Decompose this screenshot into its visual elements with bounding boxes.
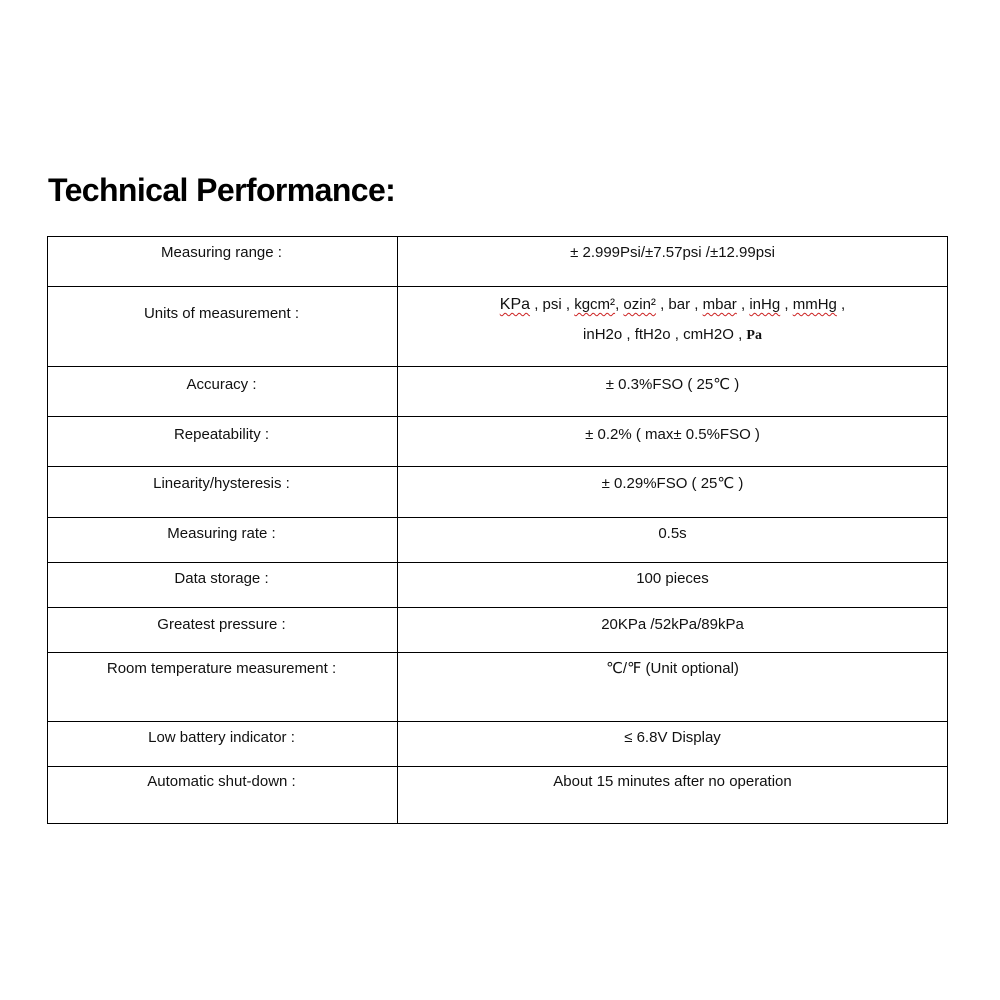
table-row [48, 563, 948, 608]
table-row [48, 653, 948, 722]
spec-value-units [398, 287, 948, 367]
spec-label-auto-shutdown: Automatic shut-down : [48, 767, 398, 824]
spec-label-low-battery: Low battery indicator : [48, 722, 398, 767]
spec-label-linearity: Linearity/hysteresis : [48, 467, 398, 518]
spec-value-accuracy: ± 0.3%FSO ( 25℃ ) [398, 367, 948, 417]
technical-performance-table [47, 236, 948, 824]
unit-pa: Pa [746, 328, 762, 343]
unit-ozin2: ozin² [623, 296, 656, 313]
spec-label-measuring-range: Measuring range : [48, 237, 398, 287]
spec-label-data-storage: Data storage : [48, 563, 398, 608]
unit-inhg: inHg [749, 296, 781, 313]
table-row [48, 467, 948, 518]
table-row [48, 237, 948, 287]
unit-separator: , [740, 296, 746, 313]
spec-value-measuring-range: ± 2.999Psi/±7.57psi /±12.99psi [398, 237, 948, 287]
spec-value-linearity: ± 0.29%FSO ( 25℃ ) [398, 467, 948, 518]
unit-separator: , [841, 296, 846, 313]
spec-label-accuracy: Accuracy : [48, 367, 398, 417]
spec-value-repeatability: ± 0.2% ( max± 0.5%FSO ) [398, 417, 948, 467]
unit-kgcm2: kgcm² [574, 296, 616, 313]
spec-label-room-temperature: Room temperature measurement : [48, 653, 398, 722]
spec-value-room-temperature: ℃/℉ (Unit optional) [398, 653, 948, 722]
units-line-1 [404, 290, 941, 320]
unit-separator: , psi , [534, 296, 571, 313]
unit-mmhg: mmHg [792, 296, 837, 313]
spec-label-repeatability: Repeatability : [48, 417, 398, 467]
table-row [48, 767, 948, 824]
unit-separator: , [784, 296, 789, 313]
spec-value-data-storage: 100 pieces [398, 563, 948, 608]
spec-label-measuring-rate: Measuring rate : [48, 518, 398, 563]
page-title: Technical Performance: [48, 172, 396, 208]
table-row [48, 417, 948, 467]
unit-kpa: KPa [499, 296, 531, 313]
spec-value-measuring-rate: 0.5s [398, 518, 948, 563]
unit-water-columns: inH2o , ftH2o , cmH2O , [583, 326, 743, 343]
spec-label-units: Units of measurement : [48, 287, 398, 367]
spec-value-greatest-pressure: 20KPa /52kPa/89kPa [398, 608, 948, 653]
units-line-2 [404, 320, 941, 351]
table-row [48, 518, 948, 563]
unit-separator: , [615, 296, 620, 313]
spec-label-greatest-pressure: Greatest pressure : [48, 608, 398, 653]
table-row [48, 367, 948, 417]
table-row [48, 722, 948, 767]
spec-value-low-battery: ≤ 6.8V Display [398, 722, 948, 767]
table-row [48, 608, 948, 653]
unit-mbar: mbar [702, 296, 737, 313]
table-row [48, 287, 948, 367]
spec-value-auto-shutdown: About 15 minutes after no operation [398, 767, 948, 824]
unit-separator: , bar , [660, 296, 699, 313]
